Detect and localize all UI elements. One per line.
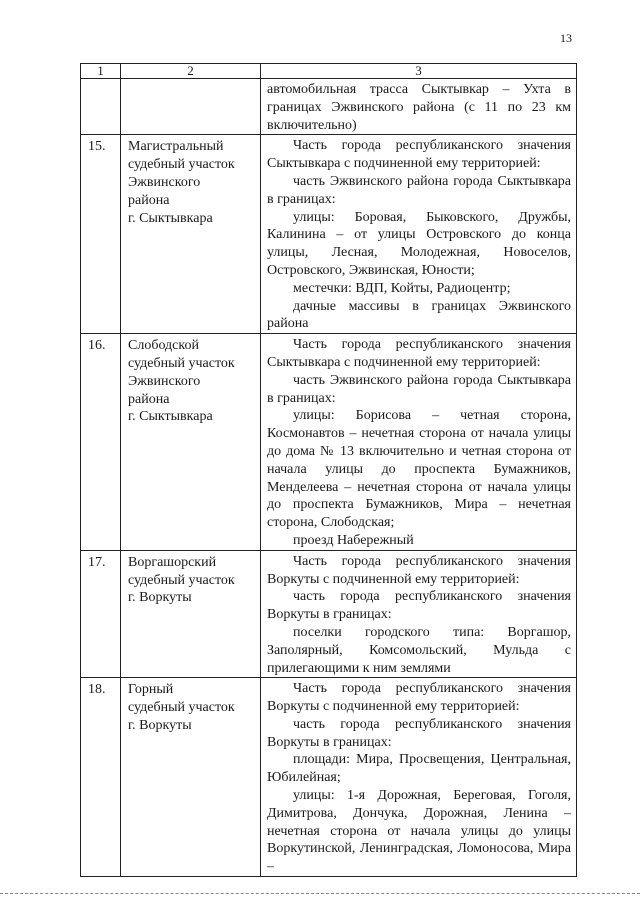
table-row	[81, 334, 577, 551]
row-number: 18.	[81, 678, 121, 877]
table-row	[81, 135, 577, 334]
court-name	[121, 550, 261, 678]
court-name-line: г. Сыктывкара	[128, 210, 213, 226]
table-row	[81, 79, 577, 135]
territory-description	[261, 334, 577, 551]
court-name	[121, 678, 261, 877]
court-name-line: Горный	[128, 682, 174, 698]
territory-paragraph: проезд Набережный	[293, 532, 414, 548]
territory-paragraph: часть Эжвинского района города Сыктывкара в границах:	[267, 173, 571, 207]
territory-paragraph: местечки: ВДП, Койты, Радиоцентр;	[293, 280, 511, 296]
territory-paragraph: автомобильная трасса Сыктывкар – Ухта в границах Эжвинского района (с 11 по 23 км включительно)	[267, 82, 571, 133]
row-number: 17.	[81, 550, 121, 678]
court-name-line: Эжвинского	[128, 373, 201, 389]
territory-paragraph: часть города республиканского значения Воркуты в границах:	[267, 589, 571, 623]
territory-paragraph: площади: Мира, Просвещения, Центральная, Юбилейная;	[267, 752, 571, 786]
territory-paragraph: Часть города республиканского значения Сыктывкара с подчиненной ему территорией:	[267, 138, 571, 172]
table-header-row	[81, 64, 577, 79]
territory-paragraph: улицы: Боровая, Быковского, Дружбы, Калинина – от улицы Островского до конца улицы, Лесная, Молодежная, Новоселов, Островского, Эжвинская, Юности;	[267, 209, 571, 278]
territory-description	[261, 79, 577, 135]
territory-paragraph: часть города республиканского значения Воркуты в границах:	[267, 716, 571, 750]
territory-paragraph: улицы: 1-я Дорожная, Береговая, Гоголя, Димитрова, Дончука, Дорожная, Ленина – нечетная сторона от начала улицы до улицы Воркутинской, Ленинградская, Ломоносова, Мира –	[267, 788, 571, 875]
court-name	[121, 135, 261, 334]
territory-paragraph: Часть города республиканского значения Воркуты с подчиненной ему территорией:	[267, 553, 571, 587]
court-name-line: Слободской	[128, 338, 199, 354]
court-name-line: района	[128, 391, 170, 407]
court-name-line: Магистральный	[128, 139, 224, 155]
territory-paragraph: часть Эжвинского района города Сыктывкара в границах:	[267, 372, 571, 406]
scan-edge-line	[0, 893, 640, 894]
territory-paragraph: Часть города республиканского значения Сыктывкара с подчиненной ему территорией:	[267, 337, 571, 370]
court-name	[121, 79, 261, 135]
table-row	[81, 678, 577, 877]
header-col-1: 1	[81, 64, 121, 79]
court-name-line: г. Воркуты	[128, 590, 192, 606]
court-name-line: судебный участок	[128, 157, 235, 173]
territory-description	[261, 135, 577, 334]
territory-description	[261, 678, 577, 877]
court-name-line: г. Воркуты	[128, 717, 192, 733]
court-name-line: судебный участок	[128, 572, 235, 588]
territory-description	[261, 550, 577, 678]
territory-paragraph: Часть города республиканского значения Воркуты с подчиненной ему территорией:	[267, 681, 571, 715]
header-col-2: 2	[121, 64, 261, 79]
row-number: 15.	[81, 135, 121, 334]
page-number: 13	[560, 31, 572, 45]
court-name-line: Воргашорский	[128, 554, 217, 570]
row-number: 16.	[81, 334, 121, 551]
territory-paragraph: улицы: Борисова – четная сторона, Космонавтов – нечетная сторона от начала улицы до дома № 13 включительно и четная сторона от начала улицы до проспекта Бумажников, Менделеева – нечетная сторона от начала улицы до проспекта Бумажников, Мира – нечетная сторона, Слободская;	[267, 408, 571, 531]
court-name-line: района	[128, 192, 170, 208]
court-name-line: г. Сыктывкара	[128, 409, 213, 425]
header-col-3: 3	[261, 64, 577, 79]
court-name-line: Эжвинского	[128, 174, 201, 190]
districts-table	[80, 63, 577, 877]
court-name	[121, 334, 261, 551]
table-row	[81, 550, 577, 678]
row-number	[81, 79, 121, 135]
territory-paragraph: поселки городского типа: Воргашор, Заполярный, Комсомольский, Мульда с прилегающими к ним землями	[267, 624, 571, 676]
court-name-line: судебный участок	[128, 700, 235, 716]
territory-paragraph: дачные массивы в границах Эжвинского района	[267, 298, 571, 332]
court-name-line: судебный участок	[128, 355, 235, 371]
